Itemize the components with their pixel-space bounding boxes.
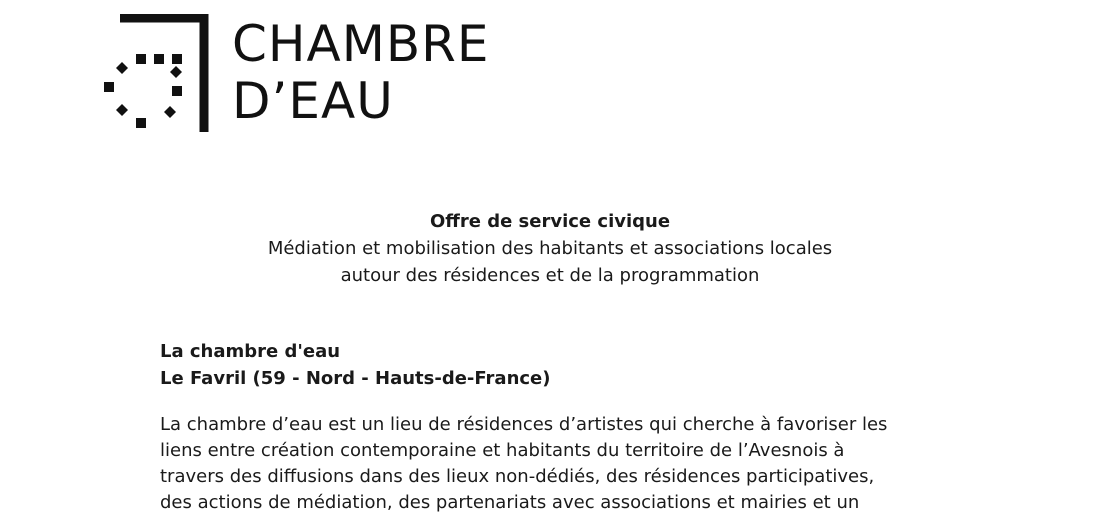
paragraph-line: liens entre création contemporaine et habitants du territoire de l’Avesnois à bbox=[160, 440, 845, 461]
description-paragraph bbox=[160, 412, 980, 516]
logo-line-1: CHAMBRE bbox=[232, 15, 490, 73]
offer-heading bbox=[0, 208, 1100, 289]
organization-name: La chambre d'eau bbox=[160, 341, 341, 362]
offer-subtitle-line-2: autour des résidences et de la programmation bbox=[340, 265, 760, 286]
paragraph-line: La chambre d’eau est un lieu de résidences d’artistes qui cherche à favoriser les bbox=[160, 414, 888, 435]
logo-wordmark bbox=[232, 16, 490, 130]
chambre-deau-logo-mark-icon bbox=[100, 14, 212, 134]
organization-block bbox=[160, 338, 551, 392]
offer-title: Offre de service civique bbox=[429, 211, 671, 232]
logo bbox=[100, 14, 490, 134]
paragraph-line: travers des diffusions dans des lieux non-dédiés, des résidences participatives, bbox=[160, 466, 875, 487]
organization-location: Le Favril (59 - Nord - Hauts-de-France) bbox=[160, 368, 551, 389]
logo-line-2: D’EAU bbox=[232, 72, 394, 130]
paragraph-line: des actions de médiation, des partenariats avec associations et mairies et un bbox=[160, 492, 860, 513]
offer-subtitle-line-1: Médiation et mobilisation des habitants et associations locales bbox=[267, 238, 833, 259]
